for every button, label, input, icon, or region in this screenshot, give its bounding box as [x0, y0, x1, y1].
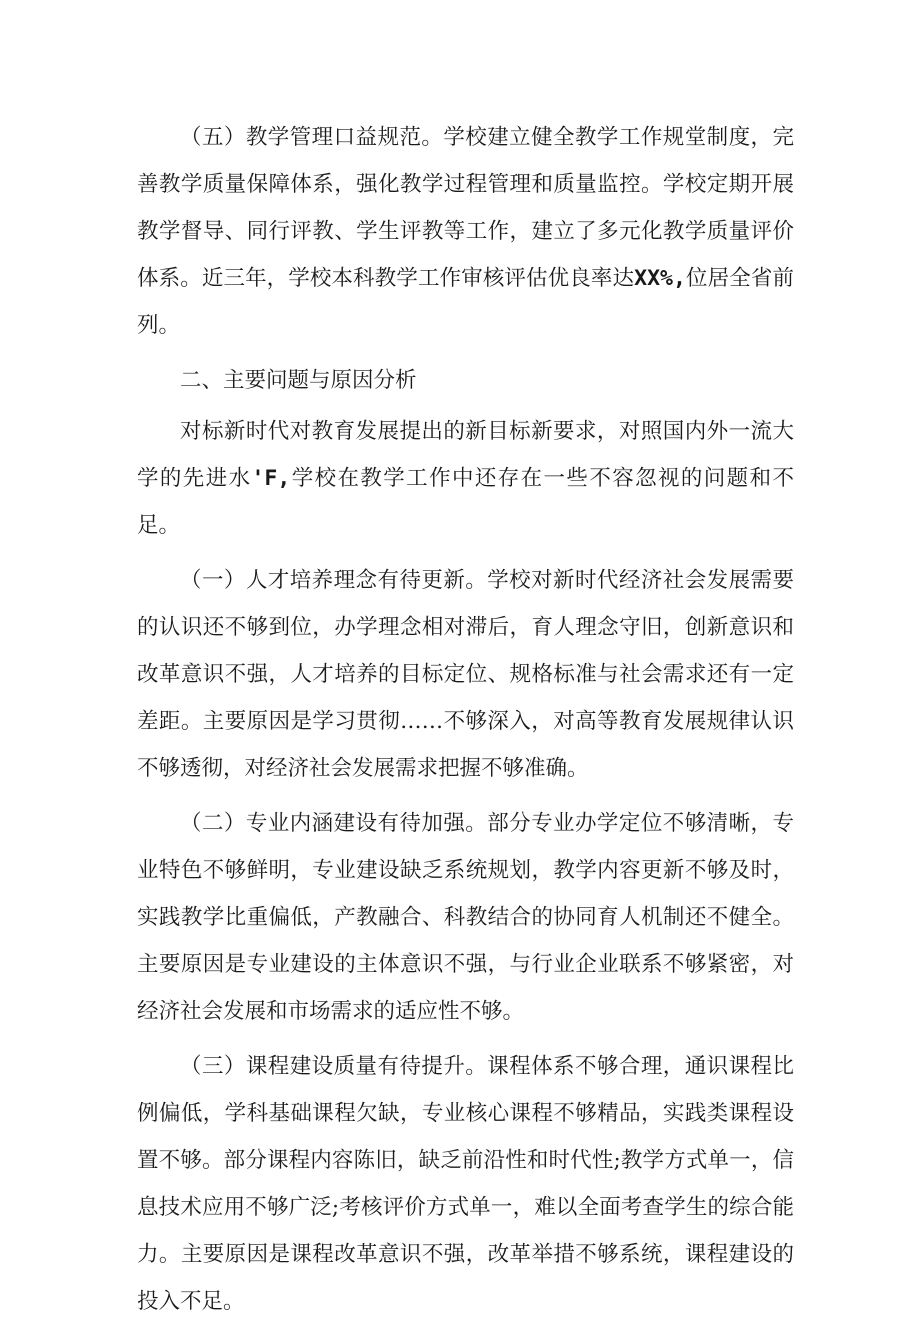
paragraph-course-construction: （三）课程建设质量有待提升。课程体系不够合理，通识课程比例偏低，学科基础课程欠缺，专业核心课程不够精品，实践类课程设置不够。部分课程内容陈旧，缺乏前沿性和时代性;教学方式单一，信息技术应用不够广泛;考核评价方式单一，难以全面考查学生的综合能力。主要原因是课程改革意识不强，改革举措不够系统，课程建设的投入不足。: [137, 1054, 794, 1314]
paragraph-text: （五）教学管理口益规范。学校建立健全教学工作规堂制度，完善教学质量保障体系，强化教学过程管理和质量监控。学校定期开展教学督导、同行评教、学生评教等工作，建立了多元化教学质量评价体系。近三年，学校本科教学工作审核评估优良率达: [137, 125, 794, 291]
section-heading: 二、主要问题与原因分析: [180, 368, 417, 393]
paragraph-talent-cultivation: （一）人才培养理念有待更新。学校对新时代经济社会发展需要的认识还不够到位，办学理念相对滞后，育人理念守旧，创新意识和改革意识不强，人才培养的目标定位、规格标准与社会需求还有一定差距。主要原因是学习贯彻……不够深入，对高等教育发展规律认识不够透彻，对经济社会发展需求把握不够准确。: [137, 568, 794, 781]
paragraph-major-construction: （二）专业内涵建设有待加强。部分专业办学定位不够清晰，专业特色不够鲜明，专业建设缺乏系统规划，教学内容更新不够及时，实践教学比重偏低，产教融合、科教结合的协同育人机制还不健全。主要原因是专业建设的主体意识不强，与行业企业联系不够紧密，对经济社会发展和市场需求的适应性不够。: [137, 811, 794, 1024]
paragraph-text: 对标新时代对教育发展提出的新目标新要求，对照国内外一流大学的先进水: [137, 419, 794, 491]
paragraph-text: 学校在教学工作中还存在一些不容忽视的问题和不足。: [137, 466, 794, 538]
paragraph-text: 位居全省前列。: [137, 266, 794, 338]
bold-percentage: XX%,: [634, 266, 686, 291]
paragraph-intro: [137, 408, 794, 549]
bold-garbled-text: 'F,: [251, 466, 291, 491]
document-body: [137, 114, 794, 1333]
paragraph-teaching-management: [137, 114, 794, 349]
